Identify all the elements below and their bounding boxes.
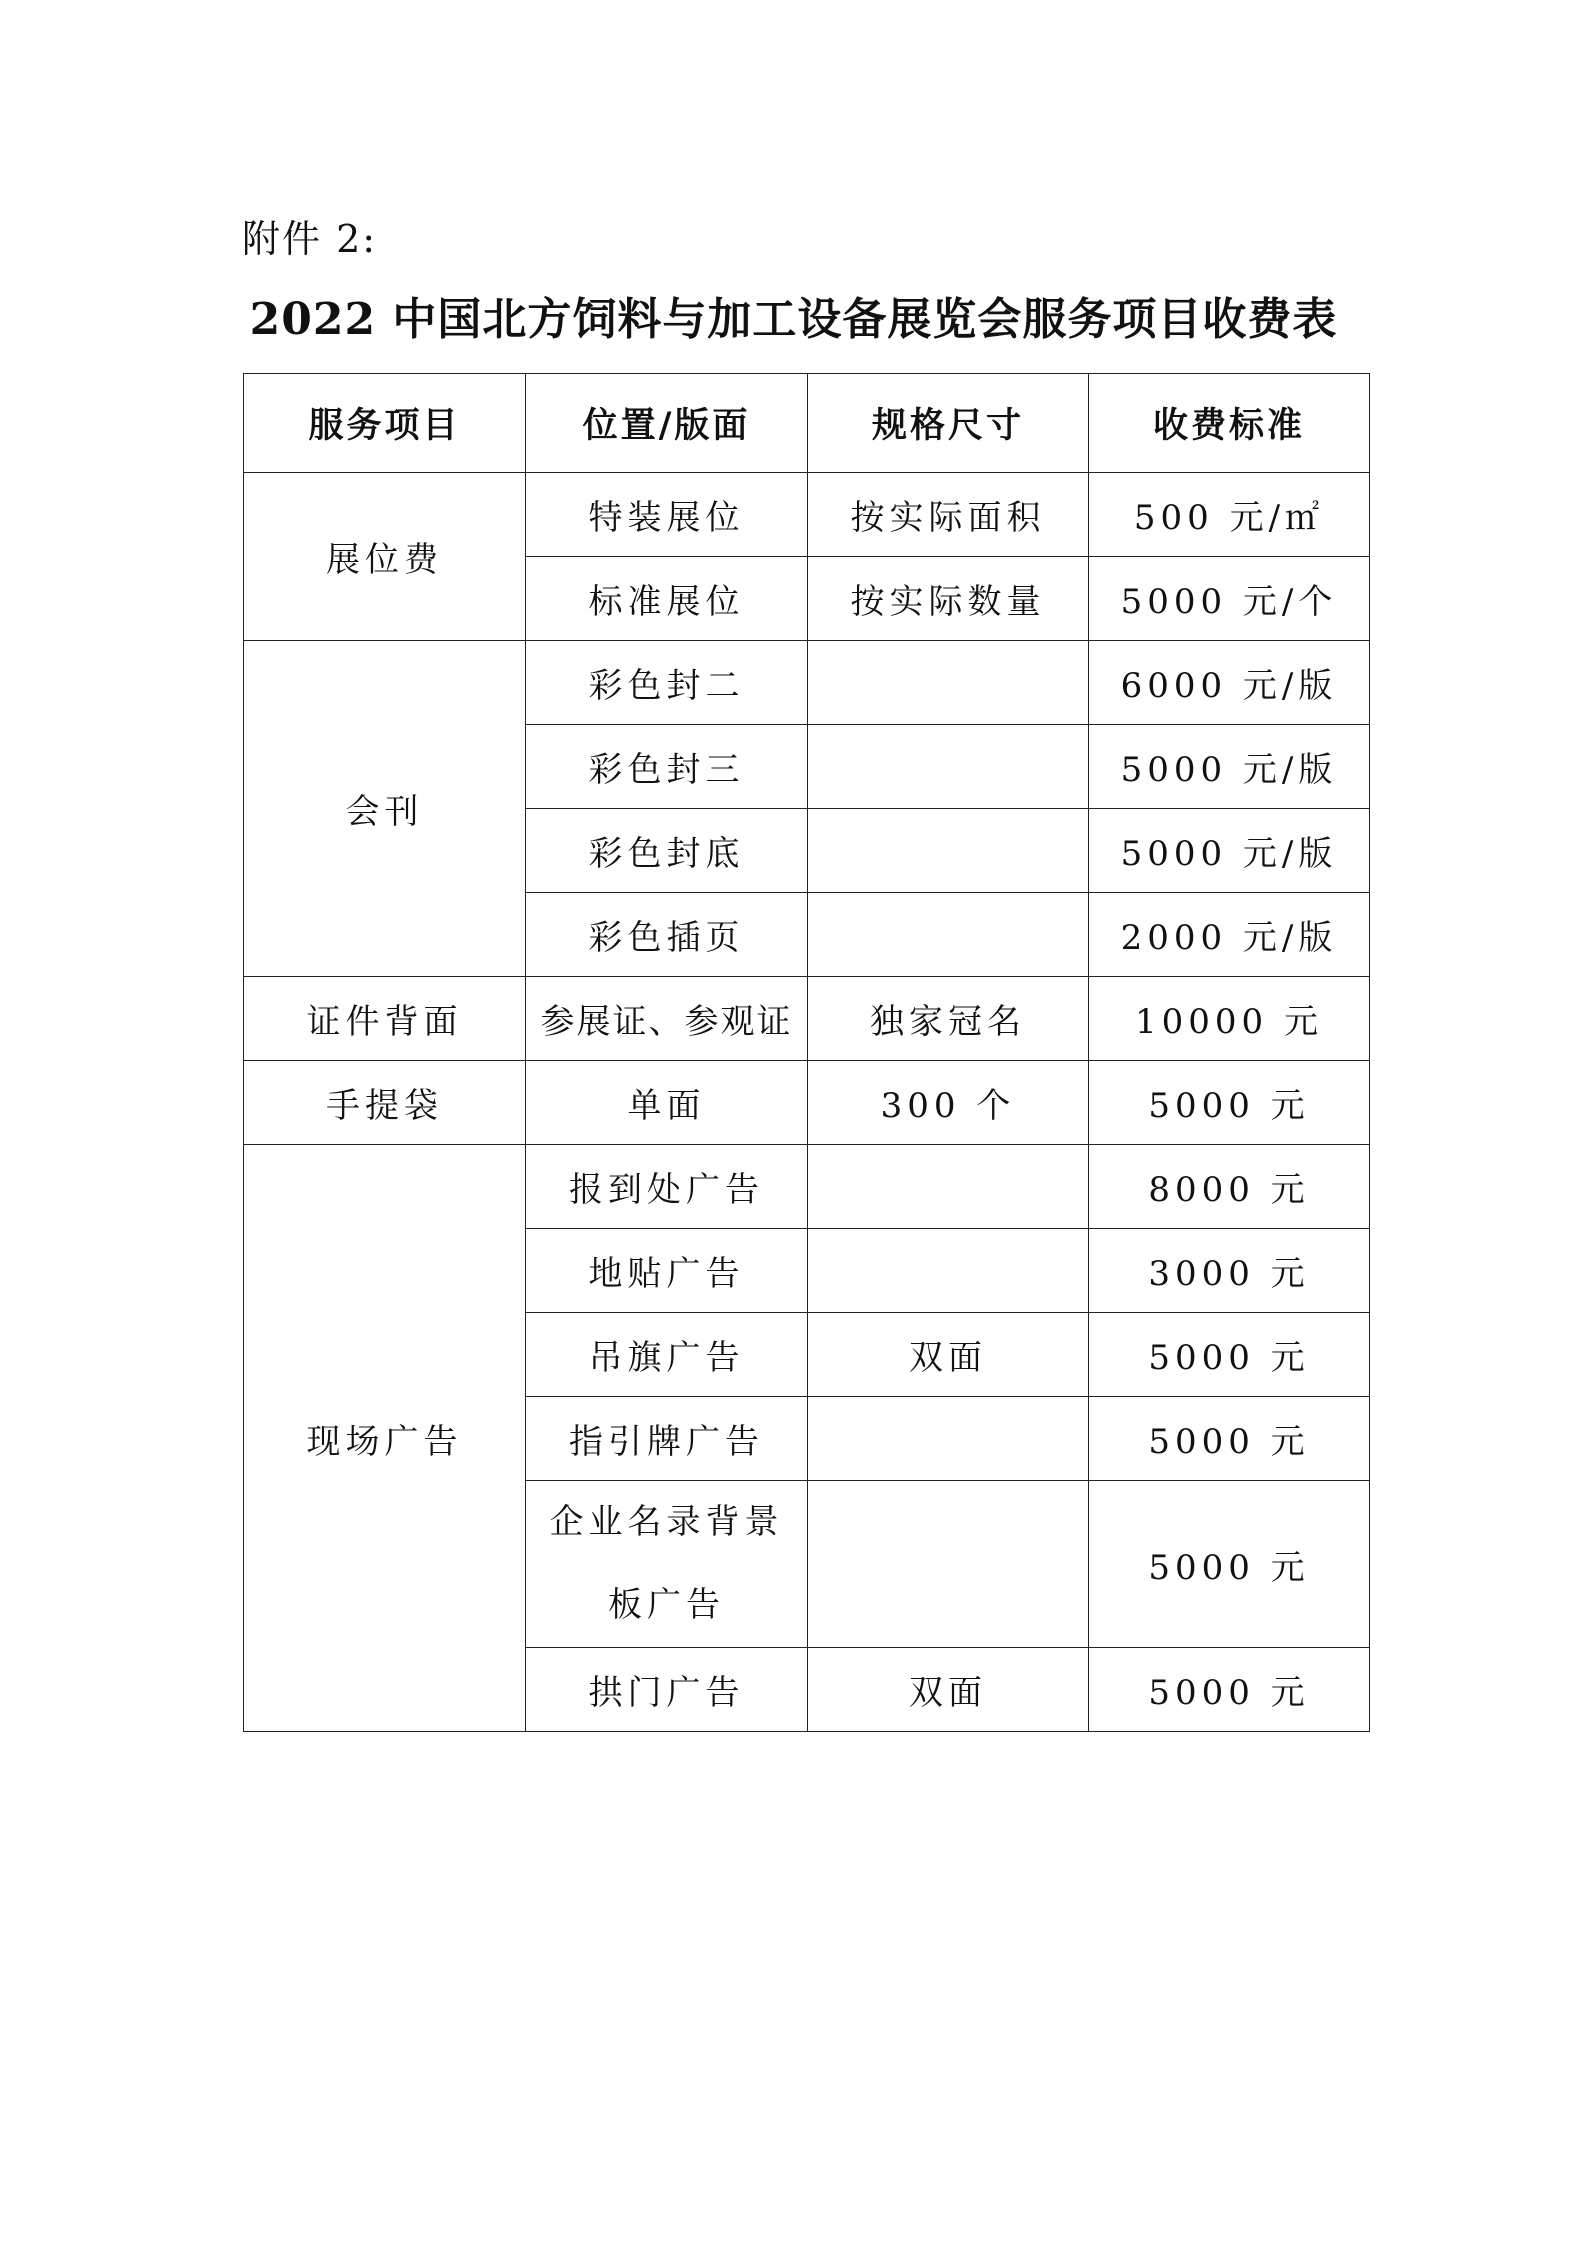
group-journal: 会刊 [244,641,526,977]
cell-spec: 300 个 [808,1061,1089,1145]
cell-fee: 2000 元/版 [1089,893,1370,977]
cell-spec [808,1145,1089,1229]
cell-spec [808,893,1089,977]
attachment-label: 附件 2: [242,217,378,261]
table-row [244,977,1370,1061]
document-title: 2022 中国北方饲料与加工设备展览会服务项目收费表 [249,294,1338,345]
cell-spec [808,1481,1089,1648]
cell-fee: 8000 元 [1089,1145,1370,1229]
cell-fee: 5000 元 [1089,1313,1370,1397]
group-badge: 证件背面 [244,977,526,1061]
cell-spec: 按实际数量 [808,557,1089,641]
cell-fee: 3000 元 [1089,1229,1370,1313]
cell-fee: 5000 元/个 [1089,557,1370,641]
cell-spec [808,1229,1089,1313]
cell-position: 单面 [526,1061,808,1145]
cell-spec: 独家冠名 [808,977,1089,1061]
table-row [244,473,1370,557]
cell-position: 吊旗广告 [526,1313,808,1397]
table-header-row [244,374,1370,473]
cell-position: 报到处广告 [526,1145,808,1229]
cell-spec [808,641,1089,725]
cell-fee: 5000 元 [1089,1061,1370,1145]
cell-position: 拱门广告 [526,1648,808,1732]
cell-position: 标准展位 [526,557,808,641]
cell-fee: 5000 元/版 [1089,725,1370,809]
cell-position: 彩色封二 [526,641,808,725]
cell-position [526,1481,808,1648]
cell-position: 参展证、参观证 [526,977,808,1061]
group-onsite: 现场广告 [244,1145,526,1732]
cell-position-text: 企业名录背景板广告 [549,1502,784,1625]
cell-spec: 双面 [808,1313,1089,1397]
cell-position: 彩色封三 [526,725,808,809]
cell-spec: 按实际面积 [808,473,1089,557]
cell-fee: 500 元/㎡ [1089,473,1370,557]
header-position: 位置/版面 [526,374,808,473]
cell-spec: 双面 [808,1648,1089,1732]
group-bag: 手提袋 [244,1061,526,1145]
cell-position: 彩色插页 [526,893,808,977]
cell-fee: 5000 元/版 [1089,809,1370,893]
group-booth: 展位费 [244,473,526,641]
cell-position: 彩色封底 [526,809,808,893]
header-fee: 收费标准 [1089,374,1370,473]
cell-fee: 6000 元/版 [1089,641,1370,725]
table-row [244,1145,1370,1229]
cell-position: 地贴广告 [526,1229,808,1313]
cell-spec [808,725,1089,809]
header-spec: 规格尺寸 [808,374,1089,473]
fee-table [243,373,1370,1732]
cell-spec [808,809,1089,893]
cell-fee: 10000 元 [1089,977,1370,1061]
cell-position: 指引牌广告 [526,1397,808,1481]
table-row [244,641,1370,725]
header-service-item: 服务项目 [244,374,526,473]
cell-fee: 5000 元 [1089,1397,1370,1481]
cell-fee: 5000 元 [1089,1481,1370,1648]
table-row [244,1061,1370,1145]
cell-position: 特装展位 [526,473,808,557]
cell-spec [808,1397,1089,1481]
cell-fee: 5000 元 [1089,1648,1370,1732]
